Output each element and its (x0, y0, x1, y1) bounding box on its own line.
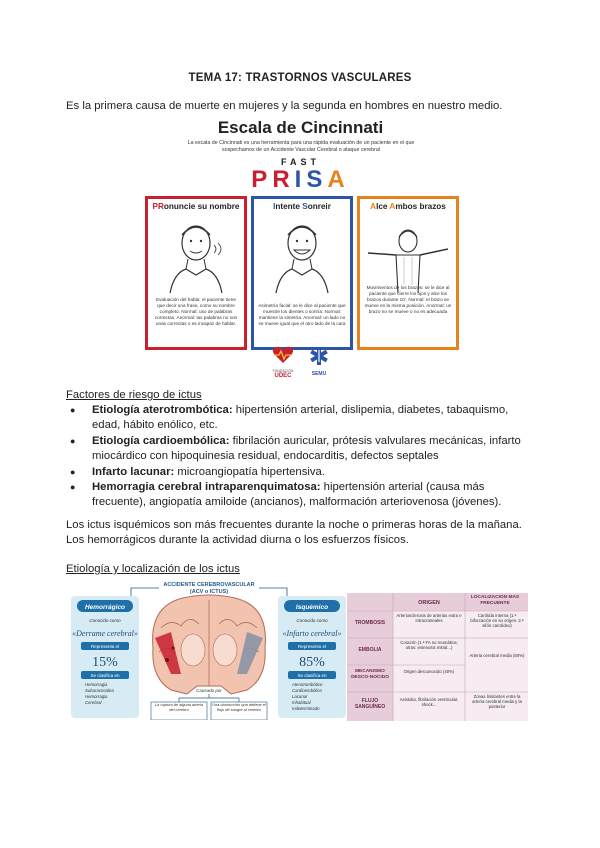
fast-label: FAST (280, 157, 320, 167)
row-name-box (348, 666, 392, 691)
table-row-origin: Arteriosclerosis de arterias extra e intracraneales (396, 613, 462, 624)
panel-arms-heading-strong2: A (389, 202, 396, 211)
row-loc-box (467, 653, 527, 677)
panel-smile-heading-strong: I (273, 202, 276, 211)
speaking-person-icon (156, 215, 236, 295)
risk-item-text: hipertensión arterial, dislipemia, diabetes, tabaquismo, edad, hábito enólico, etc. (92, 404, 509, 432)
isq-type-0: Aterotrombótico (292, 682, 323, 687)
risk-item-text: fibrilación auricular, prótesis valvulares mecánicas, infarto miocárdico con hipoquinesia residual, endocarditis, defectos septales (92, 434, 521, 463)
hem-type-2: Hemorragia (85, 694, 108, 699)
hem-percent: 15% (92, 655, 118, 670)
brain-illustration (153, 595, 266, 694)
hem-type-0: Hemorragia (85, 682, 108, 687)
isq-type-4: Indeterminado (292, 706, 320, 711)
prisa-letter-s: S (306, 166, 328, 193)
table-header-loc-box (464, 595, 526, 611)
panel-arms-text: Movimientos de los brazos: se le dice al paciente que cierre los ojos y alce los brazos durante 10'. Normal: el brazo se mueve en la misma posición. Anormal: un brazo no se mueve o no es adecuada (364, 285, 452, 314)
table-row-loc: Arteria cerebral media (80%) (469, 653, 525, 658)
panel-speech-heading-rest: onuncie su nombre (163, 202, 240, 211)
risk-item-label: Infarto lacunar: (92, 465, 175, 478)
panel-arms (357, 196, 459, 350)
hem-known: Conocido como (89, 618, 121, 623)
panel-arms-heading-rest: lce (376, 202, 390, 211)
isq-percent: 85% (299, 655, 325, 670)
table-row-name: EMBOLIA (358, 647, 382, 653)
cause-hem-box (152, 703, 206, 720)
table-row-name: MECANISMO DESCO-NOCIDO (351, 669, 389, 680)
table-header-loc: LOCALIZACIÓN MÁS FRECUENTE (470, 595, 520, 606)
hem-quote: «Derrame cerebral» (72, 629, 138, 638)
hem-type-1: Subaracnoidea (85, 688, 114, 693)
isq-type-3: Inhabitual (292, 700, 311, 705)
risk-item-lacunar (66, 465, 536, 480)
cincinnati-title: Escala de Cincinnati (217, 118, 384, 137)
table-row-origin: Origen desconocido (40%) (403, 669, 455, 674)
table-row-origin: Asistolia, fibrilación ventricular, shock... (399, 697, 459, 708)
logos (269, 346, 339, 384)
risk-item-atero (66, 403, 536, 434)
udec-logo-text: UDEC (274, 373, 292, 379)
panel-arms-heading-strong: A (370, 202, 377, 211)
paragraph-ictus-timing: Los ictus isquémicos son más frecuentes durante la noche o primeras horas de la mañana. Los hemorrágicos durante la actividad diurna o los esfuerzos físicos. (66, 519, 522, 547)
bullet-icon: ● (70, 405, 76, 415)
star-of-life-icon (309, 346, 329, 366)
panel-arms-heading (360, 202, 456, 211)
panel-speech-heading-strong: PR (152, 202, 164, 211)
isq-represents: Represento el (297, 644, 327, 649)
page-title: TEMA 17: TRASTORNOS VASCULARES (188, 72, 412, 84)
row-origin-box (395, 669, 463, 691)
row-name-box (348, 640, 392, 664)
row-loc-box (467, 613, 527, 637)
prisa-letter-i: I (294, 166, 307, 193)
risk-item-text: hipertensión arterial (causa más frecuente), angiopatía amiloide (ancianos), malformación arteriovenosa (jóvenes). (92, 481, 502, 509)
panel-speech-heading (148, 202, 244, 211)
cause-isq-box (212, 703, 266, 720)
row-origin-box (395, 640, 463, 664)
intro-text: Es la primera causa de muerte en mujeres y la segunda en hombres en nuestro medio. (66, 100, 503, 112)
samu-logo-text: SEMU (311, 371, 327, 377)
hem-represents: Representa el (90, 644, 120, 649)
prisa-label (143, 166, 458, 194)
risk-list (66, 403, 536, 511)
row-name-box (348, 613, 392, 637)
table-header-origin: ORIGEN (418, 600, 440, 606)
isq-classified: Se clasifica en (297, 673, 327, 678)
bullet-icon: ● (70, 482, 76, 493)
cincinnati-description: La escala de Cincinnati es una herramienta para una rápida evaluación de un paciente en el que sospechamos de un Accidente Vascular Cerebral o ataque cerebral (187, 140, 415, 153)
prisa-letter-p: P (251, 166, 273, 193)
table-row-loc: Carótida interna (1.ª bifurcación en su origen. 2.ª sifón carotídeo) (470, 613, 524, 629)
raised-arms-person-icon (368, 215, 448, 295)
row-loc-box (467, 694, 527, 720)
table-row-name: TROMBOSIS (354, 620, 386, 626)
hem-classified: Se clasifica en (90, 673, 120, 678)
risk-item-cardio (66, 434, 536, 465)
panel-smile-heading-rest2: onreir (307, 202, 331, 211)
isq-label: Isquémico (295, 604, 329, 611)
hem-type-3: Cerebral (85, 700, 102, 705)
caused-by: Causado por (196, 688, 222, 693)
risk-item-hemorragia (66, 480, 536, 511)
panel-smile-heading (254, 202, 350, 211)
cause-hem: La ruptura de alguna arteria del cerebro (154, 703, 204, 712)
heart-logo-icon (272, 346, 294, 364)
etiology-heading: Etiología y localización de los ictus (66, 563, 240, 575)
risk-heading: Factores de riesgo de ictus (66, 389, 202, 401)
prisa-letter-r: R (272, 166, 295, 193)
acv-title: ACCIDENTE CEREBROVASCULAR (163, 582, 255, 588)
bullet-icon: ● (70, 435, 76, 446)
risk-item-label: Hemorragia cerebral intraparenquimatosa: (92, 481, 321, 494)
cincinnati-figure (143, 114, 458, 386)
prisa-letter-a: A (327, 166, 350, 193)
risk-item-label: Etiología aterotrombótica: (92, 404, 233, 416)
etiology-infographic (71, 578, 346, 720)
udec-logo (269, 346, 297, 379)
panel-smile-heading-strong2: S (302, 202, 308, 211)
isq-type-2: Lacunar (292, 694, 308, 699)
row-origin-box (395, 613, 463, 637)
udec-logo-sub: FUNDACIÓN (272, 369, 294, 373)
smiling-person-icon (262, 215, 342, 295)
panel-smile-heading-rest: ntente (275, 202, 303, 211)
table-row-loc: Zonas limitantes entre la arteria cerebral media y la posterior (472, 694, 522, 710)
table-row-name: FLUJO SANGUÍNEO (354, 698, 386, 710)
bullet-icon: ● (70, 466, 76, 477)
row-origin-box (395, 697, 463, 719)
risk-item-text: microangiopatía hipertensiva. (174, 465, 325, 478)
hem-label: Hemorrágico (84, 604, 126, 611)
risk-item-label: Etiología cardioembólica: (92, 434, 230, 447)
panel-speech-text: Evaluación del habla: el paciente tiene que decir una frase, como su nombre completo. Normal: uso de palabras correctas. Anormal: las palabras no son unas correctas o es incapaz de hablar. (154, 297, 238, 326)
panel-speech (145, 196, 247, 350)
isq-type-1: Cardioembólico (292, 688, 322, 693)
isq-quote: «Infarto cerebral» (282, 629, 342, 638)
isq-known: Conocido como (296, 618, 328, 623)
acv-sub: (ACV o ICTUS) (189, 589, 229, 595)
table-row-origin: Corazón (1.ª FA no reumática; otras: estenosis mitral...) (400, 640, 458, 651)
etiology-table (347, 593, 528, 721)
panel-arms-heading-rest2: mbos brazos (395, 202, 446, 211)
cause-isq: Una obstrucción que detiene el flujo de sangre al cerebro (212, 703, 266, 712)
panel-smile-text: Asimetría facial: se le dice al paciente que muestre los dientes o sonría. Normal: mantiene la simetría. Anormal: un lado no se mueve igual que el otro lado de la cara (258, 303, 346, 326)
row-name-box (348, 694, 392, 720)
panel-smile (251, 196, 353, 350)
samu-logo (305, 346, 333, 377)
